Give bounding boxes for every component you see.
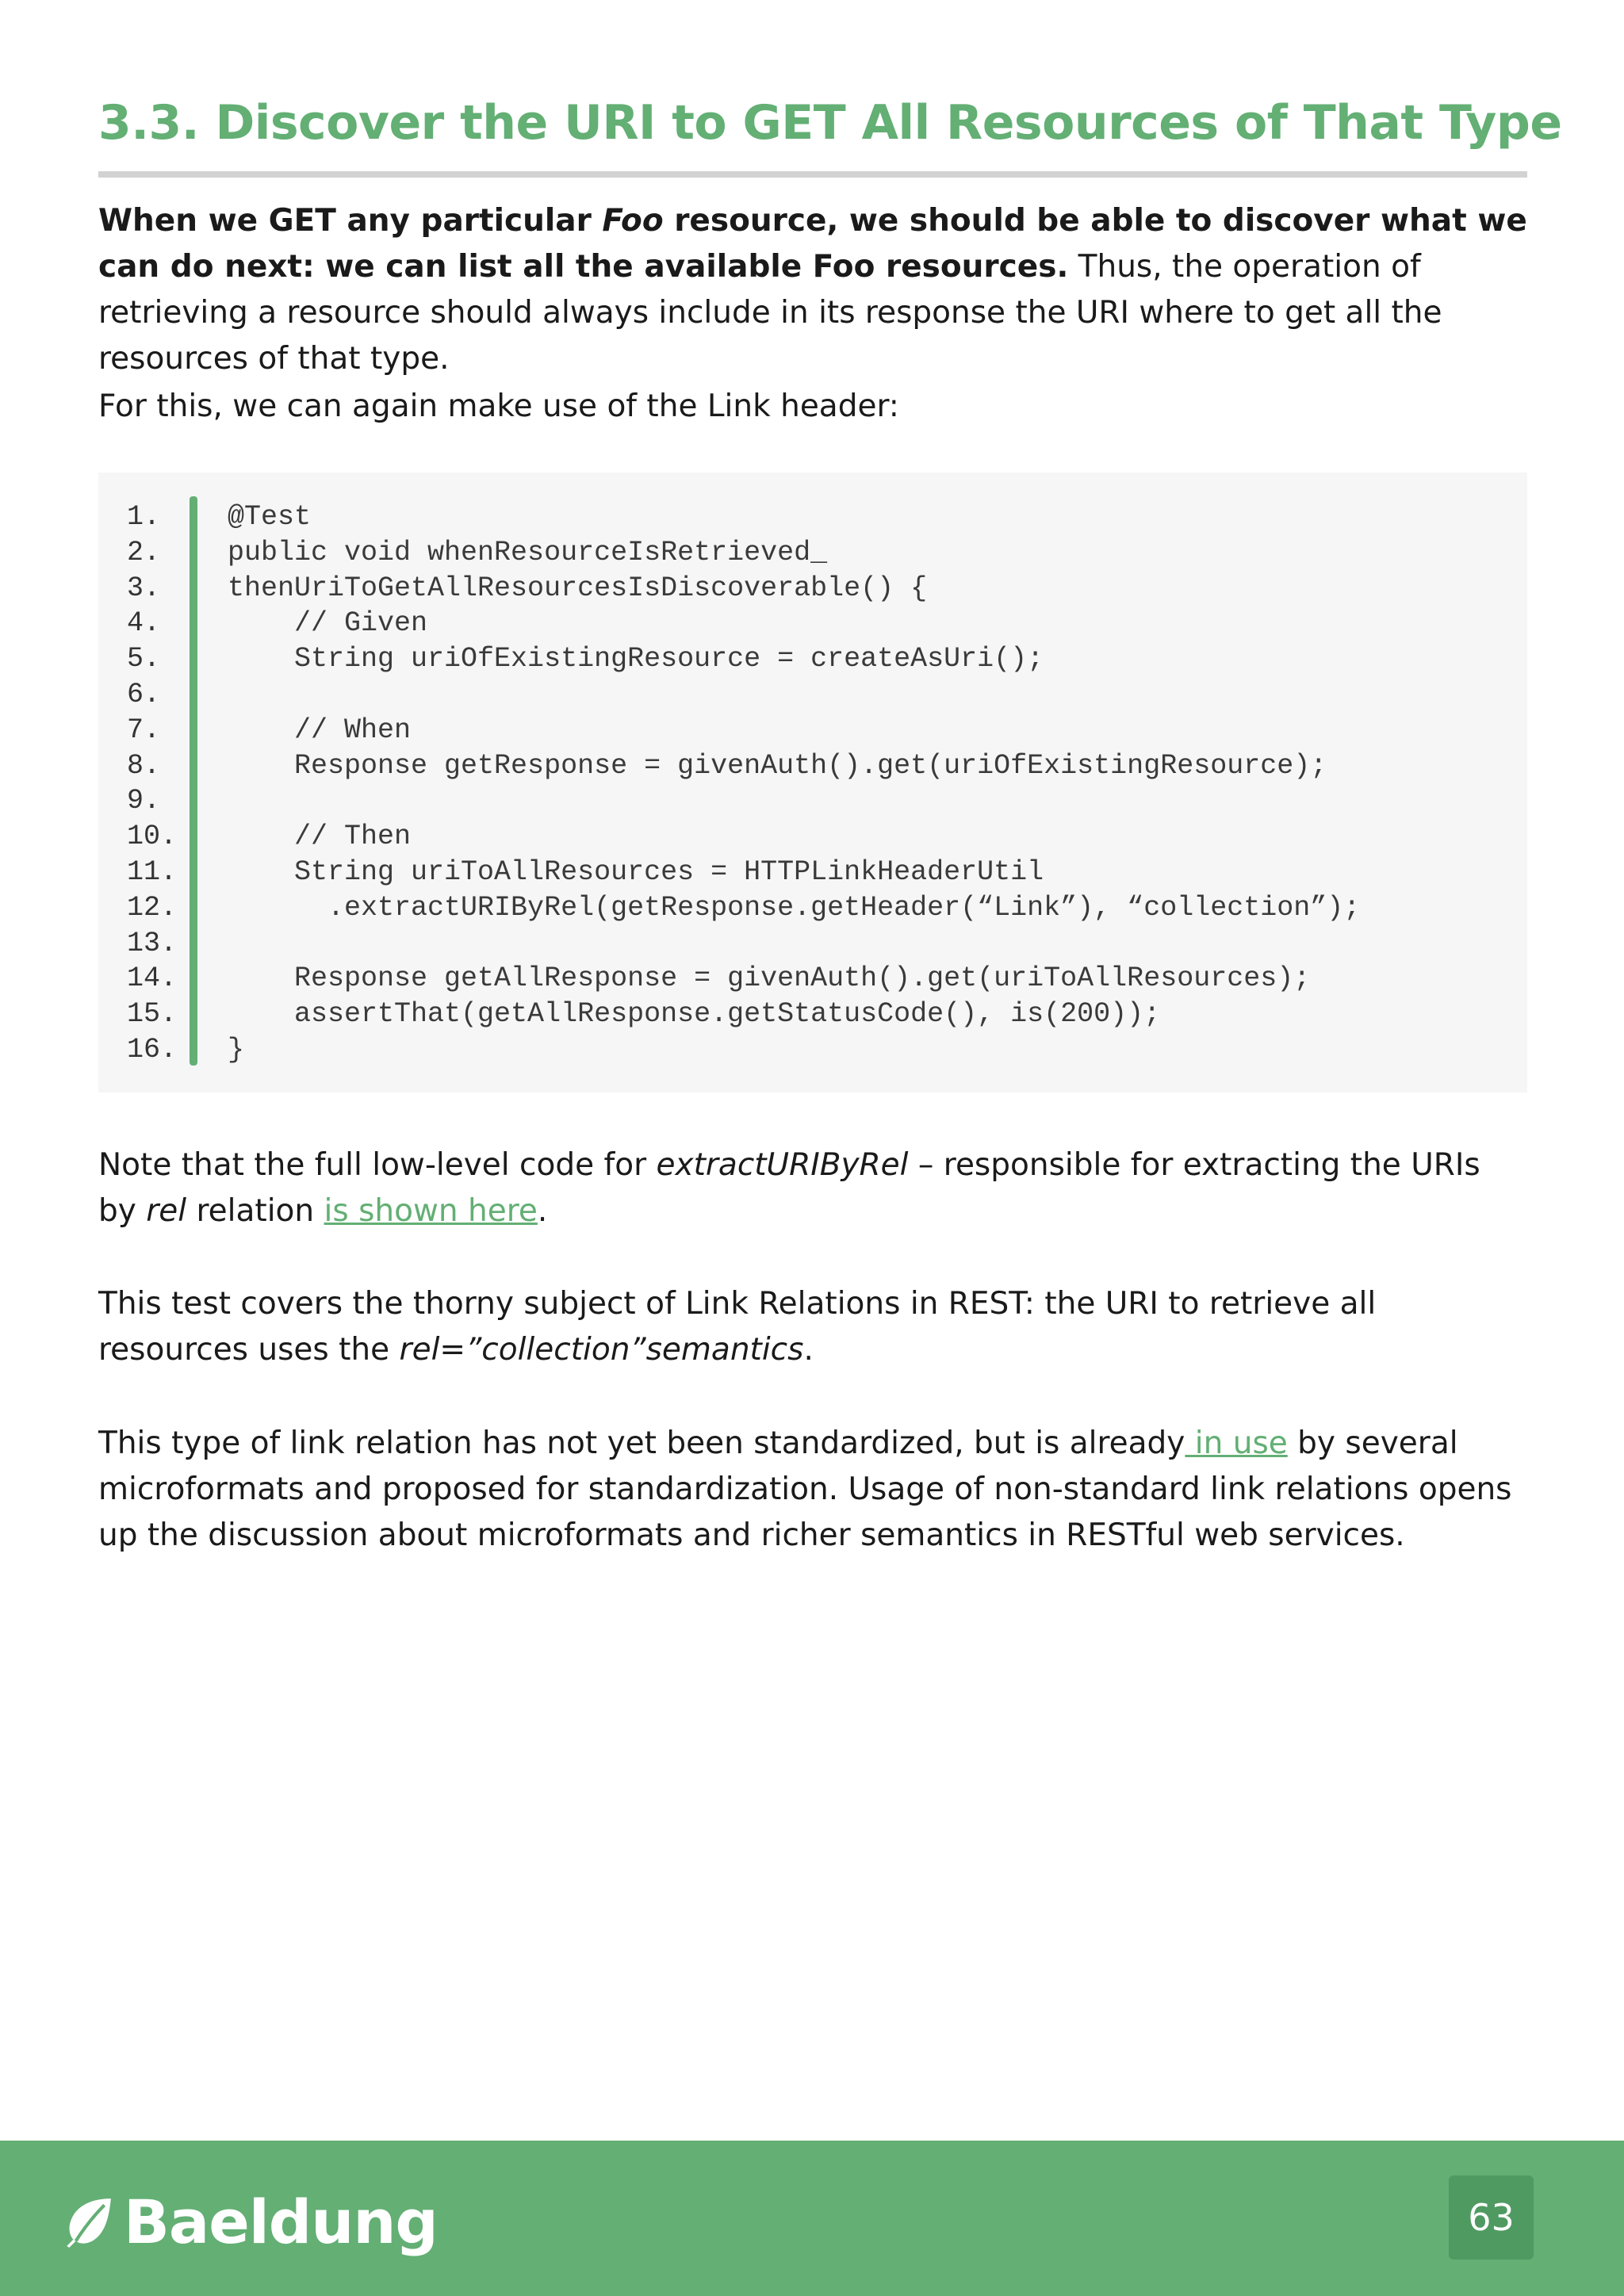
text-segment: – responsible for extracting the URIs by [98,1147,1480,1229]
code-line-number: 7. [127,714,161,746]
code-line-number: 4. [127,607,161,640]
code-line: Response getResponse = givenAuth().get(uriOfExistingResource); [228,749,1327,782]
code-line-number: 2. [127,536,161,568]
code-line-number: 5. [127,643,161,675]
code-lines [228,499,1360,1068]
code-line: public void whenResourceIsRetrieved_ [228,536,828,568]
code-line [228,926,1360,962]
text-segment: . [537,1193,548,1229]
code-line: // Then [228,821,412,853]
page-number-badge: 63 [1449,2175,1534,2260]
code-line-number: 10. [127,821,178,853]
code-line-number: 8. [127,749,161,782]
in-use-link[interactable]: in use [1185,1425,1288,1461]
code-line-number: 14. [127,962,178,995]
code-line: thenUriToGetAllResourcesIsDiscoverable() { [228,572,928,604]
code-line [228,783,1360,819]
normal-text: Thus, the operation of retrieving a resource should always include in its response the URI where to get all the resources of that type. [98,249,1442,377]
paragraph-standardization [98,1421,1527,1559]
text-segment: . [803,1332,814,1368]
code-line-number: 13. [127,927,178,959]
bold-text-a: When we GET any particular [98,203,603,239]
paragraph-link-header: For this, we can again make use of the Link header: [98,388,899,424]
text-segment: by several microformats and proposed for standardization. Usage of non-standard link relations opens up the discussion about microformats and richer semantics in RESTful web services. [98,1425,1512,1553]
bold-text-b: resource, we should be able to discover what we can do next: we can list all the available Foo resources. [98,203,1527,285]
text-segment: relation [186,1193,324,1229]
text-segment: Note that the full low-level code for [98,1147,657,1183]
code-line-number: 9. [127,785,161,817]
italic-rel-collection: rel=”collection”semantics [399,1332,804,1368]
code-line: @Test [228,501,312,533]
code-line: .extractURIByRel(getResponse.getHeader(“Link”), “collection”); [228,891,1361,924]
code-block [98,473,1527,1093]
paragraph-link-relations [98,1281,1527,1373]
code-line: String uriToAllResources = HTTPLinkHeaderUtil [228,855,1044,888]
text-segment: This test covers the thorny subject of Link Relations in REST: the URI to retrieve all resources uses the [98,1286,1377,1368]
bold-italic-foo: Foo [602,203,664,239]
italic-extracturibyrel: extractURIByRel [656,1147,909,1183]
baeldung-logo[interactable] [62,2186,438,2257]
leaf-icon [62,2195,114,2248]
code-line-numbers [127,499,190,1068]
code-line [228,677,1360,713]
section-heading: 3.3. Discover the URI to GET All Resources of That Type [98,95,1562,151]
code-line-number: 6. [127,678,161,710]
code-line-number: 3. [127,572,161,604]
code-line: // When [228,714,412,746]
code-line: assertThat(getAllResponse.getStatusCode(), is(200)); [228,998,1161,1031]
is-shown-here-link[interactable]: is shown here [324,1193,538,1229]
paragraph-extract-note [98,1142,1527,1234]
code-line-number: 11. [127,855,178,888]
code-line: } [228,1033,245,1066]
code-line-number: 15. [127,998,178,1031]
paragraph-intro [98,198,1527,382]
code-line-number: 12. [127,891,178,924]
code-line-number: 1. [127,501,161,533]
code-line: String uriOfExistingResource = createAsUri(); [228,643,1044,675]
italic-rel: rel [146,1193,187,1229]
page-footer [0,2141,1624,2296]
code-line: // Given [228,607,428,640]
code-line: Response getAllResponse = givenAuth().get(uriToAllResources); [228,962,1311,995]
text-segment: This type of link relation has not yet been standardized, but is already [98,1425,1185,1461]
heading-divider [98,171,1527,178]
code-line-number: 16. [127,1033,178,1066]
code-accent-bar [190,496,197,1066]
logo-text: Baeldung [124,2186,438,2257]
